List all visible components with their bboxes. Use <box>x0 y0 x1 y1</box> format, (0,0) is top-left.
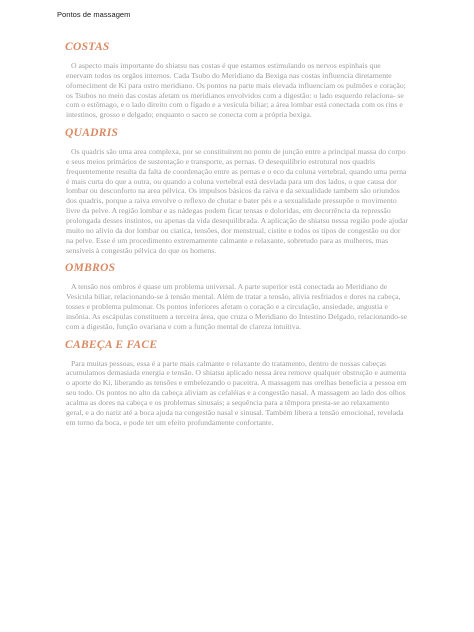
section-paragraph: A tensão nos ombros é quase um problema universal. A parte superior está conectada ao Meridiano de Vesícula biliar, relacionando-se à tensão mental. Além de tratar a tensão, alivia resfriados e dores na cabeça, tosses e problema pulmonar. Os pontos inferiores afetam o coração e a circulação, ansiedade, angustia e insônia. As escápulas constituem a terceira área, que cruza o Meridiano do Intestino Delgado, relacionando-se com a digestão, função ovariana e com a função mental de clareza intuitiva. <box>66 282 408 331</box>
section-paragraph: O aspecto mais importante do shiatsu nas costas é que estamos estimulando os nervos espinhais que enervam todos os orgãos internos. Cada Tsubo do Meridiano da Bexiga nas costas influencia diretamente oforneciment de Ki para ostro meridiano. Os pontos na parte mais elevada influenciam os pulmões e coração; os Tsubos no meio das costas afetam os meridianos envolvidos com a digestão: o lado esquerdo relaciona- se com o estômago, e o lado direito com o fígado e a vesícula biliar; a área lombar está conectada com os rins e intestinos, grosso e delgado; enquanto o sacro se conecta com a própria bexiga. <box>66 61 406 120</box>
section-heading: CABEÇA E FACE <box>65 338 158 351</box>
section-heading: COSTAS <box>65 41 110 53</box>
section-paragraph: Para muitas pessoas, essa é a parte mais calmante e relaxante do tratamento, dentro de nossas cabeças acumulamos demasiada energia e tensão. O shiatsu aplicado nessa área remove qualquer obstrução e aumenta o aporte do Ki, liberando as tensões e embelezando o paceitra. A massagem nas orelhas beneficia a pessoa em seu todo. Os pontos no alto da cabeça aliviam as cefaléias e a congestão nasal. A massagem ao lado dos olhos acalma as dores na cabeça e os problemas sinusais; a sequência para a têmpora presta-se ao relaxamento geral, e a do nariz até a boca ajuda na congestão nasal e sinusal. Também libera a tensão emocional, revelada em torno da boca, e pode ter um efeito profundamente confortante. <box>66 358 407 427</box>
page-header-title: Pontos de massagem <box>57 10 131 19</box>
section-paragraph: Os quadris são uma area complexa, por se constituírem no ponto de junção entre a principal massa do corpo e seus meios primários de sustentação e transporte, as pernas. O desequilíbrio estrutural nos quadris frequentemente resulta da falta de coordenação entre as pernas e o eco da coluna vertebral, quando uma perna é mais curta do que a outra, ou quando a coluna vertebral está desviada para um dos lados, o que causa dor lombar ou desconforto na area pélvica. Os impulsos básicos da raiva e da sexualidade tambem são oriundos dos quadris, porque a raiva envolve o reflexo de chutar e bater pés e a sexualidade pressupõe o movimento livre da pelve. A região lombar e as nádegas podem ficar tensas e doloridas, em decorrência da repressão prolongada desses instintos, ou apenas da vida desequilibrada. A aplicação de shiatsu nessa região pode ajudar muito no alívio da dor lombar ou ciatica, tensões, dor menstrual, cistite e todos os tipos de congestão ou dor na pelve. Esse é um procedimento extremamente calmante e relaxante, sobretudo para as mulheres, mas sensíveis à congestão pélvica do que os homens. <box>66 147 408 255</box>
document-content <box>66 40 408 427</box>
section-cabeca-face <box>66 338 408 428</box>
section-heading: QUADRIS <box>65 127 119 140</box>
section-ombros <box>66 261 408 331</box>
section-costas <box>66 40 408 120</box>
section-heading: OMBROS <box>65 262 116 275</box>
section-quadris <box>66 126 408 255</box>
